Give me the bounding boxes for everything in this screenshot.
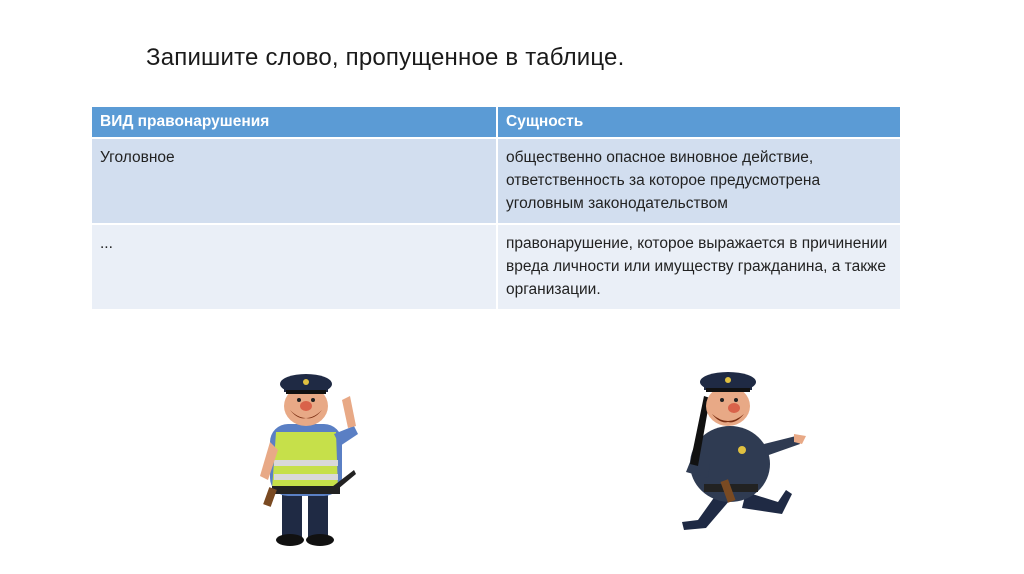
cell-essence: общественно опасное виновное действие, ответственность за которое предусмотрена уголовным законодательством: [497, 138, 900, 224]
table-header-row: [92, 107, 900, 138]
cell-offense-type: Уголовное: [92, 138, 497, 224]
running-policeman-illustration: [668, 352, 808, 537]
slide-title: Запишите слово, пропущенное в таблице.: [146, 44, 625, 71]
saluting-policeman-illustration: [250, 360, 370, 550]
cell-essence: правонарушение, которое выражается в причинении вреда личности или имуществу гражданина, а также организации.: [497, 224, 900, 309]
cell-offense-type: ...: [92, 224, 497, 309]
table-row: [92, 224, 900, 309]
header-offense-type: ВИД правонарушения: [92, 107, 497, 138]
header-essence: Сущность: [497, 107, 900, 138]
offense-table: [92, 107, 900, 309]
table-row: [92, 138, 900, 224]
